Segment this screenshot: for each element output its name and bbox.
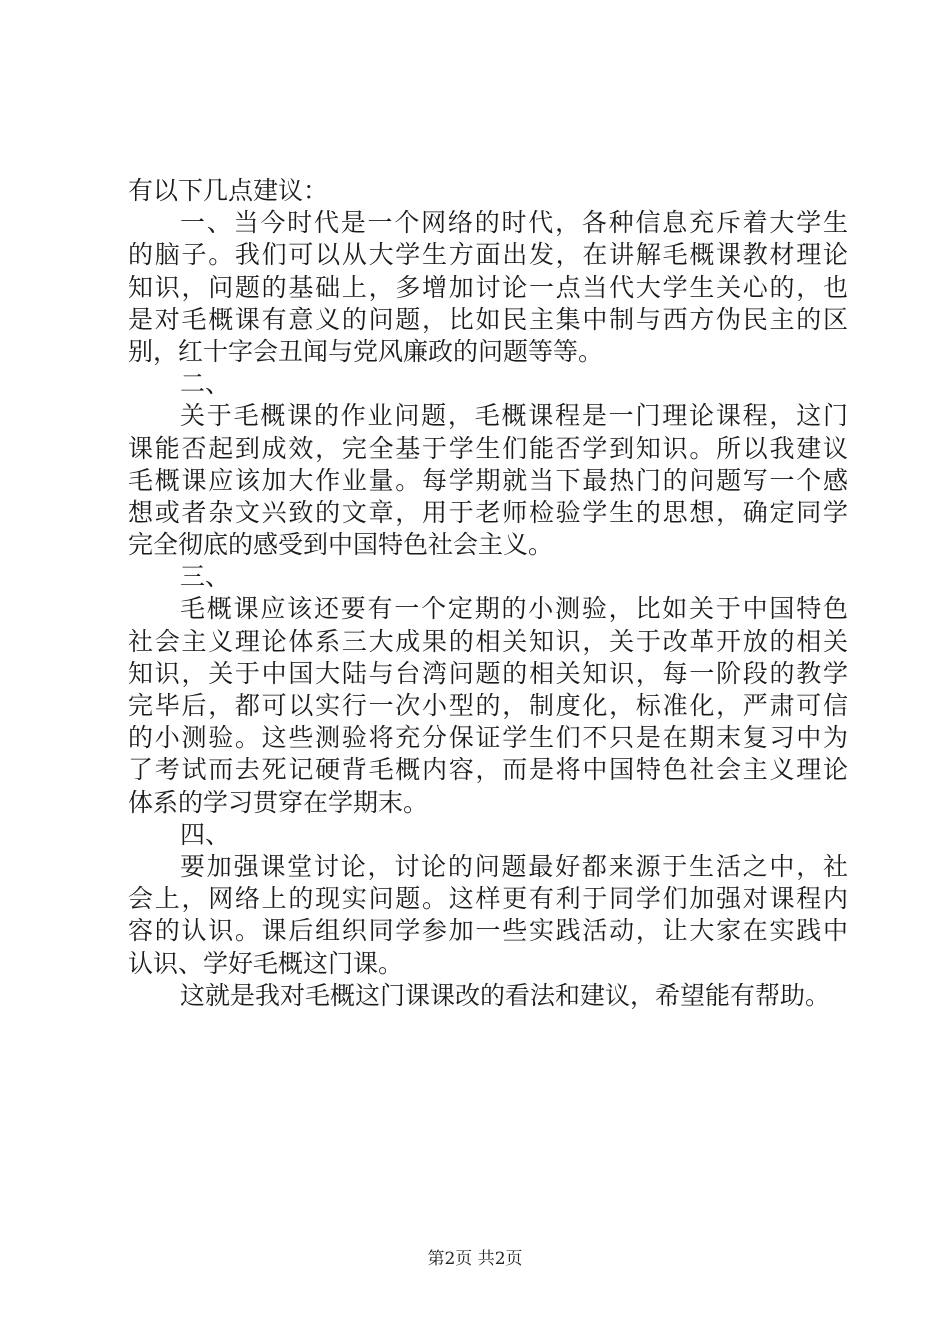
text-line: 别，红十字会丑闻与党风廉政的问题等等。	[128, 336, 604, 366]
section-heading: 二、	[180, 369, 231, 399]
text-line: 的小测验。这些测验将充分保证学生们不只是在期末复习中为	[128, 723, 848, 753]
text-line: 一、当今时代是一个网络的时代，各种信息充斥着大学生	[180, 208, 848, 238]
text-line: 知识，关于中国大陆与台湾问题的相关知识，每一阶段的教学	[128, 658, 848, 688]
text-line: 毛概课应该还要有一个定期的小测验，比如关于中国特色	[180, 594, 848, 624]
text-line: 想或者杂文兴致的文章，用于老师检验学生的思想，确定同学	[128, 497, 848, 527]
text-line: 了考试而去死记硬背毛概内容，而是将中国特色社会主义理论	[128, 755, 848, 785]
text-line: 毛概课应该加大作业量。每学期就当下最热门的问题写一个感	[128, 465, 848, 495]
text-line: 的脑子。我们可以从大学生方面出发，在讲解毛概课教材理论	[128, 240, 848, 270]
document-body	[128, 175, 848, 1012]
text-line: 体系的学习贯穿在学期末。	[128, 787, 429, 817]
text-line: 认识、学好毛概这门课。	[128, 948, 404, 978]
text-line: 会上，网络上的现实问题。这样更有利于同学们加强对课程内	[128, 884, 848, 914]
text-line: 是对毛概课有意义的问题，比如民主集中制与西方伪民主的区	[128, 304, 848, 334]
text-line: 这就是我对毛概这门课课改的看法和建议，希望能有帮助。	[180, 980, 831, 1010]
text-line: 关于毛概课的作业问题，毛概课程是一门理论课程，这门	[180, 401, 848, 431]
text-line: 完毕后，都可以实行一次小型的，制度化，标准化，严肃可信	[128, 691, 848, 720]
section-heading: 三、	[180, 562, 231, 592]
text-line: 有以下几点建议：	[128, 176, 329, 205]
text-line: 课能否起到成效，完全基于学生们能否学到知识。所以我建议	[128, 433, 848, 463]
text-line: 知识，问题的基础上，多增加讨论一点当代大学生关心的，也	[128, 272, 848, 302]
text-line: 容的认识。课后组织同学参加一些实践活动，让大家在实践中	[128, 916, 848, 946]
page-number-footer: 第2页 共2页	[427, 1249, 523, 1269]
text-line: 完全彻底的感受到中国特色社会主义。	[128, 530, 554, 560]
text-line: 要加强课堂讨论，讨论的问题最好都来源于生活之中，社	[180, 851, 848, 881]
section-heading: 四、	[180, 819, 231, 849]
text-line: 社会主义理论体系三大成果的相关知识，关于改革开放的相关	[128, 626, 848, 656]
